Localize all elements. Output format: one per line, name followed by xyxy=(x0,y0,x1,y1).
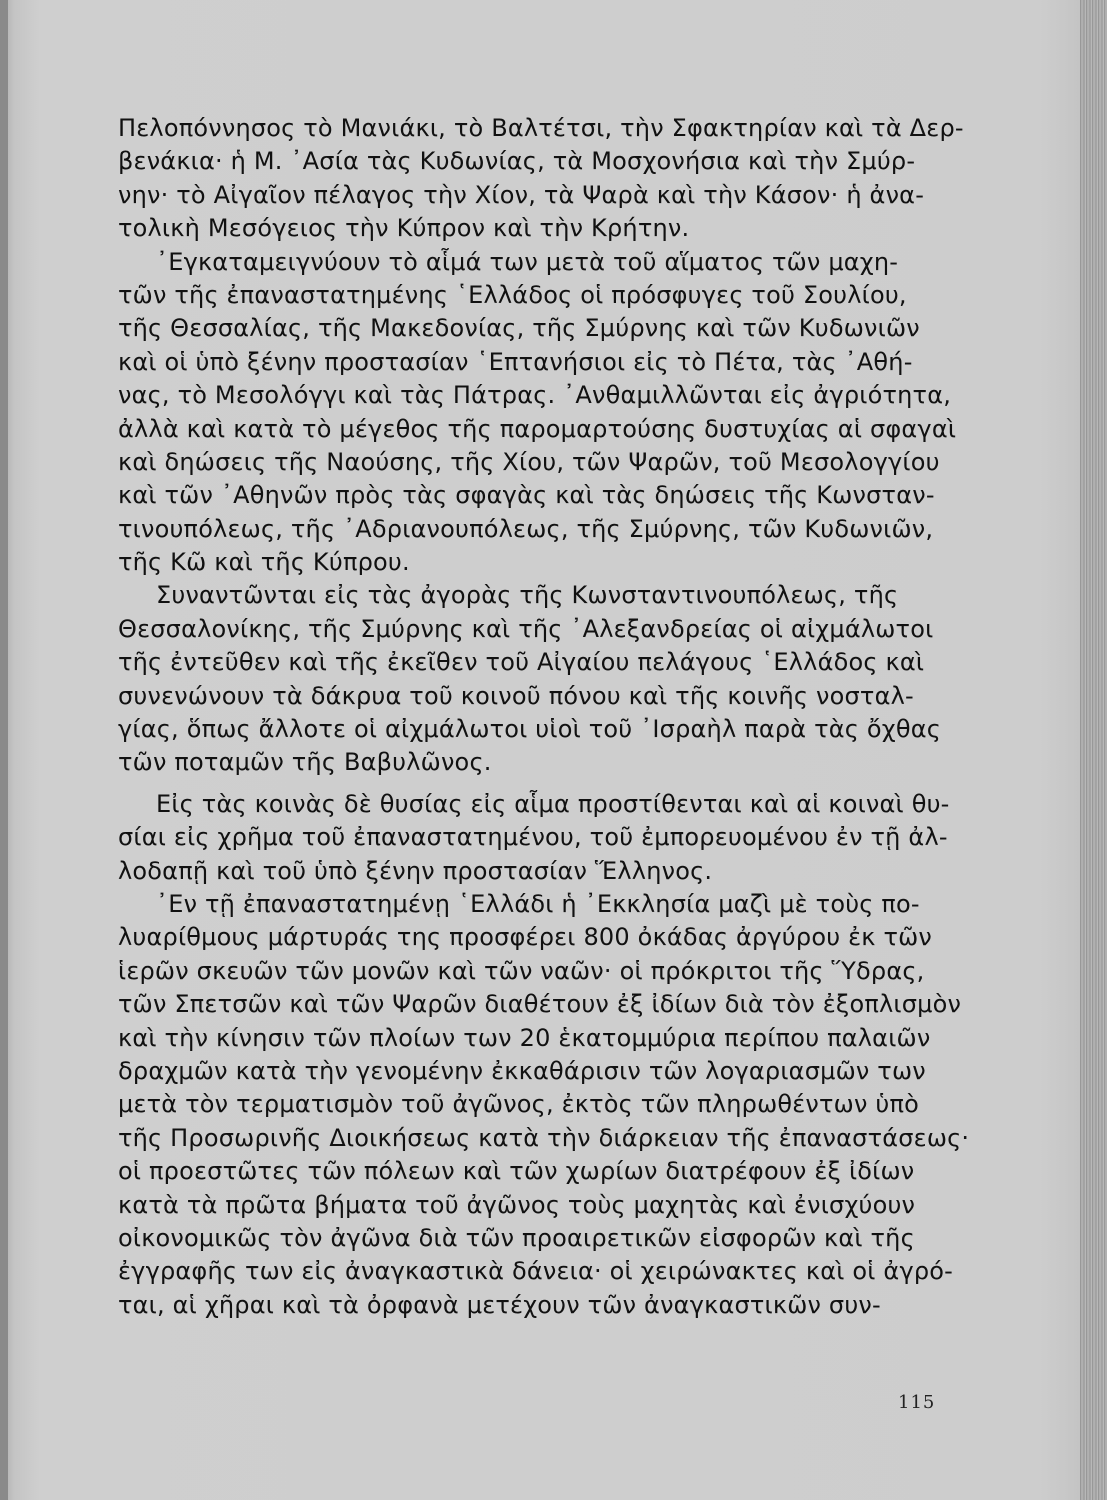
text-line-content: νας, τὸ Μεσολόγγι καὶ τὰς Πάτρας. ᾿Ανθαμιλλῶνται εἰς ἀγριότητα, xyxy=(118,381,952,410)
text-line xyxy=(118,1289,942,1322)
text-line-content: βενάκια· ἡ Μ. ᾿Ασία τὰς Κυδωνίας, τὰ Μοσχονήσια καὶ τὴν Σμύρ- xyxy=(118,147,916,176)
text-line xyxy=(118,921,942,954)
text-line xyxy=(118,379,952,412)
text-line-content: καὶ τὴν κίνησιν τῶν πλοίων των 20 ἑκατομμύρια περίπου παλαιῶν xyxy=(118,1023,931,1052)
page-number: 115 xyxy=(898,1392,936,1413)
text-line-content: Συναντῶνται εἰς τὰς ἀγορὰς τῆς Κωνσταντινουπόλεως, τῆς xyxy=(156,581,899,610)
text-line xyxy=(118,955,942,988)
text-line xyxy=(118,346,942,379)
text-line-content: σίαι εἰς χρῆμα τοῦ ἐπαναστατημένου, τοῦ ἐμπορευομένου ἐν τῇ ἀλ- xyxy=(118,823,948,852)
text-line-content: τῶν Σπετσῶν καὶ τῶν Ψαρῶν διαθέτουν ἐξ ἰδίων διὰ τὸν ἐξοπλισμὸν xyxy=(118,990,962,1019)
text-line-content: καὶ τῶν ᾿Αθηνῶν πρὸς τὰς σφαγὰς καὶ τὰς δηώσεις τῆς Κωνσταν- xyxy=(118,481,935,510)
text-line xyxy=(118,446,942,479)
text-line-content: συνενώνουν τὰ δάκρυα τοῦ κοινοῦ πόνου καὶ τῆς κοινῆς νοσταλ- xyxy=(118,681,914,710)
text-line-content: μετὰ τὸν τερματισμὸν τοῦ ἀγῶνος, ἐκτὸς τῶν πληρωθέντων ὑπὸ xyxy=(118,1090,920,1119)
text-line xyxy=(118,1189,942,1222)
text-line xyxy=(118,279,942,312)
text-line xyxy=(118,1022,942,1055)
text-line xyxy=(118,613,942,646)
text-line-content: λοδαπῇ καὶ τοῦ ὑπὸ ξένην προστασίαν Ἕλληνος. xyxy=(118,856,713,885)
text-line-content: λυαρίθμους μάρτυράς της προσφέρει 800 ὀκάδας ἀργύρου ἐκ τῶν xyxy=(118,923,933,952)
text-line xyxy=(118,888,942,921)
text-line xyxy=(118,413,957,446)
text-line xyxy=(118,855,942,888)
text-line-content: ᾿Εγκαταμειγνύουν τὸ αἷμά των μετὰ τοῦ αἵματος τῶν μαχη- xyxy=(156,247,899,276)
text-line xyxy=(118,179,942,212)
text-line xyxy=(118,145,942,178)
text-line-content: τῶν τῆς ἐπαναστατημένης ῾Ελλάδος οἱ πρόσφυγες τοῦ Σουλίου, xyxy=(118,280,907,309)
text-line xyxy=(118,788,950,821)
text-line-content: Θεσσαλονίκης, τῆς Σμύρνης καὶ τῆς ᾿Αλεξανδρείας οἱ αἰχμάλωτοι xyxy=(118,614,934,643)
text-line-content: τῆς Κῶ καὶ τῆς Κύπρου. xyxy=(118,548,410,577)
text-line-content: κατὰ τὰ πρῶτα βήματα τοῦ ἀγῶνος τοὺς μαχητὰς καὶ ἐνισχύουν xyxy=(118,1190,916,1219)
text-line-content: γίας, ὅπως ἄλλοτε οἱ αἰχμάλωτοι υἱοὶ τοῦ ᾿Ισραὴλ παρὰ τὰς ὄχθας xyxy=(118,715,942,744)
text-line-content: νην· τὸ Αἰγαῖον πέλαγος τὴν Χίον, τὰ Ψαρὰ καὶ τὴν Κάσον· ἡ ἀνα- xyxy=(118,180,925,209)
text-line xyxy=(118,479,942,512)
text-line-content: ται, αἱ χῆραι καὶ τὰ ὀρφανὰ μετέχουν τῶν ἀναγκαστικῶν συν- xyxy=(118,1290,881,1319)
text-line-content: ἀλλὰ καὶ κατὰ τὸ μέγεθος τῆς παρομαρτούσης δυστυχίας αἱ σφαγαὶ xyxy=(118,414,957,443)
text-line xyxy=(118,821,948,854)
text-line xyxy=(118,1155,942,1188)
text-line xyxy=(118,1255,954,1288)
text-line xyxy=(118,1055,942,1088)
text-line xyxy=(118,246,942,279)
text-line xyxy=(118,1088,942,1121)
text-line-content: τῶν ποταμῶν τῆς Βαβυλῶνος. xyxy=(118,748,492,777)
text-line-content: οἱ προεστῶτες τῶν πόλεων καὶ τῶν χωρίων διατρέφουν ἐξ ἰδίων xyxy=(118,1157,915,1186)
text-line xyxy=(118,680,942,713)
text-line xyxy=(118,746,942,779)
text-line-content: ᾿Εν τῇ ἐπαναστατημένῃ ῾Ελλάδι ἡ ᾿Εκκλησία μαζὶ μὲ τοὺς πο- xyxy=(156,889,920,918)
text-line xyxy=(118,112,964,145)
text-line-content: καὶ δηώσεις τῆς Ναούσης, τῆς Χίου, τῶν Ψαρῶν, τοῦ Μεσολογγίου xyxy=(118,447,940,476)
page-gutter-shadow xyxy=(0,0,8,1500)
text-line-content: καὶ οἱ ὑπὸ ξένην προστασίαν ῾Επτανήσιοι εἰς τὸ Πέτα, τὰς ᾿Αθή- xyxy=(118,347,913,376)
text-line-content: Εἰς τὰς κοινὰς δὲ θυσίας εἰς αἷμα προστίθενται καὶ αἱ κοιναὶ θυ- xyxy=(156,789,950,818)
text-line-content: οἰκονομικῶς τὸν ἀγῶνα διὰ τῶν προαιρετικῶν εἰσφορῶν καὶ τῆς xyxy=(118,1223,915,1252)
text-line-content: ἱερῶν σκευῶν τῶν μονῶν καὶ τῶν ναῶν· οἱ πρόκριτοι τῆς Ὕδρας, xyxy=(118,956,925,985)
text-line xyxy=(118,1222,942,1255)
text-line xyxy=(118,1122,970,1155)
text-line xyxy=(118,988,962,1021)
body-text xyxy=(118,112,970,1322)
text-line xyxy=(118,212,942,245)
text-line-content: τῆς Προσωρινῆς Διοικήσεως κατὰ τὴν διάρκειαν τῆς ἐπαναστάσεως· xyxy=(118,1123,970,1152)
text-line-content: δραχμῶν κατὰ τὴν γενομένην ἐκκαθάρισιν τῶν λογαριασμῶν των xyxy=(118,1056,926,1085)
text-line-content: τῆς ἐντεῦθεν καὶ τῆς ἐκεῖθεν τοῦ Αἰγαίου πελάγους ῾Ελλάδος καὶ xyxy=(118,648,925,677)
text-line xyxy=(118,546,942,579)
text-line-content: τολικὴ Μεσόγειος τὴν Κύπρον καὶ τὴν Κρήτην. xyxy=(118,214,690,243)
text-line xyxy=(118,579,942,612)
page-stack-edge xyxy=(1080,0,1107,1500)
text-line-content: τῆς Θεσσαλίας, τῆς Μακεδονίας, τῆς Σμύρνης καὶ τῶν Κυδωνιῶν xyxy=(118,314,920,343)
text-line xyxy=(118,513,942,546)
text-line-content: Πελοπόννησος τὸ Μανιάκι, τὸ Βαλτέτσι, τὴν Σφακτηρίαν καὶ τὰ Δερ- xyxy=(118,114,964,142)
text-line xyxy=(118,312,942,345)
text-line xyxy=(118,646,942,679)
text-line xyxy=(118,713,942,746)
text-line-content: τινουπόλεως, τῆς ᾿Αδριανουπόλεως, τῆς Σμύρνης, τῶν Κυδωνιῶν, xyxy=(118,514,934,543)
text-line-content: ἐγγραφῆς των εἰς ἀναγκαστικὰ δάνεια· οἱ χειρώνακτες καὶ οἱ ἀγρό- xyxy=(118,1257,954,1286)
